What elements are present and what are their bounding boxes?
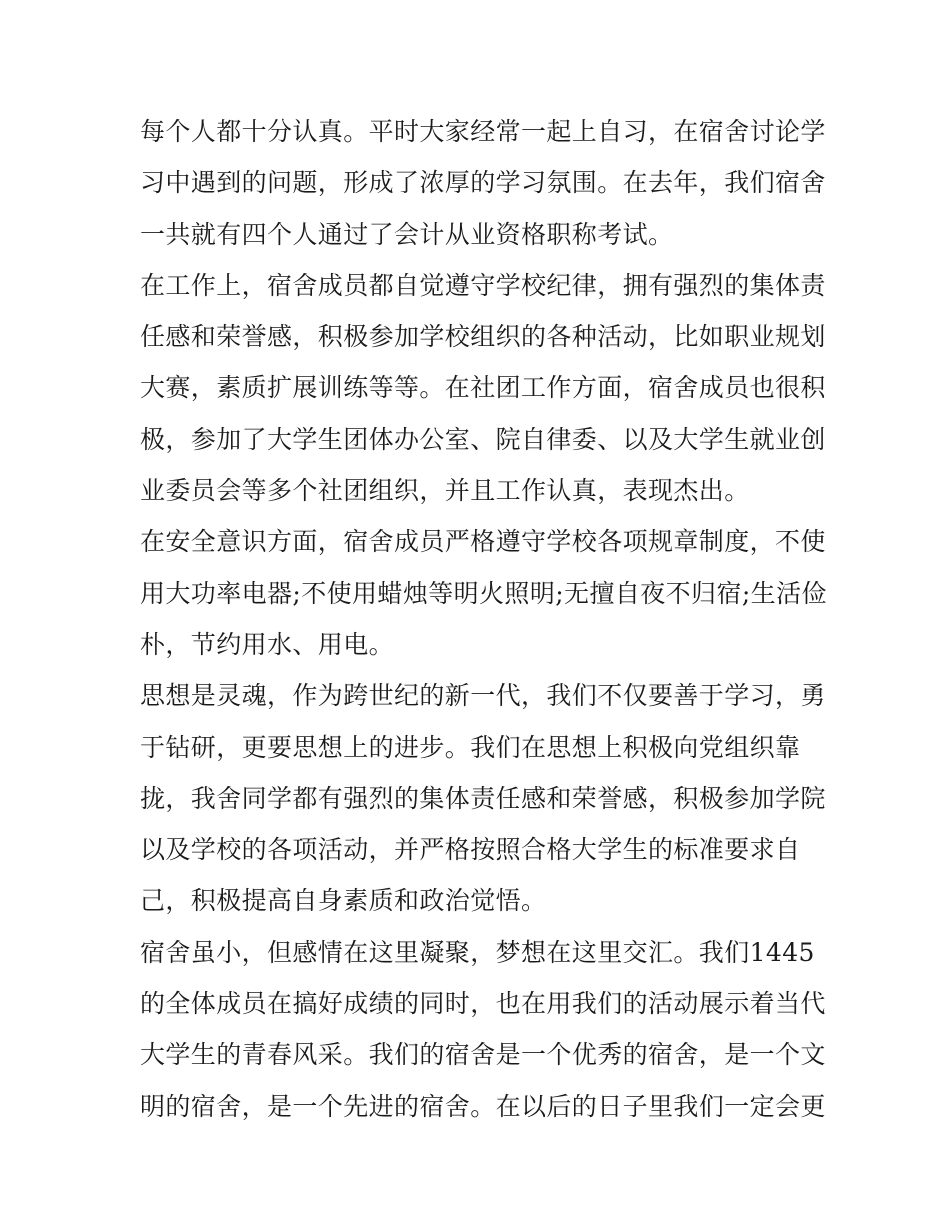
text-line: 习中遇到的问题，形成了浓厚的学习氛围。在去年，我们宿舍 (140, 168, 826, 198)
text-line: 己，积极提高自身素质和政治觉悟。 (140, 886, 547, 916)
text-line: 大赛，素质扩展训练等等。在社团工作方面，宿舍成员也很积 (140, 373, 826, 403)
text-line: 宿舍虽小，但感情在这里凝聚，梦想在这里交汇。我们1445 (140, 937, 815, 967)
text-line: 极，参加了大学生团体办公室、院自律委、以及大学生就业创 (140, 424, 826, 454)
document-body (140, 106, 827, 1132)
text-line: 业委员会等多个社团组织，并且工作认真，表现杰出。 (140, 476, 750, 506)
text-line: 在安全意识方面，宿舍成员严格遵守学校各项规章制度，不使 (140, 527, 826, 557)
text-line: 思想是灵魂，作为跨世纪的新一代，我们不仅要善于学习，勇 (140, 681, 826, 711)
text-line: 拢，我舍同学都有强烈的集体责任感和荣誉感，积极参加学院 (140, 783, 826, 813)
text-line: 以及学校的各项活动，并严格按照合格大学生的标准要求自 (140, 835, 801, 865)
text-line: 明的宿舍，是一个先进的宿舍。在以后的日子里我们一定会更 (140, 1091, 826, 1121)
text-line: 在工作上，宿舍成员都自觉遵守学校纪律，拥有强烈的集体责 (140, 270, 826, 300)
text-line: 任感和荣誉感，积极参加学校组织的各种活动，比如职业规划 (140, 322, 826, 352)
text-line: 于钻研，更要思想上的进步。我们在思想上积极向党组织靠 (140, 732, 801, 762)
text-line: 一共就有四个人通过了会计从业资格职称考试。 (140, 219, 674, 249)
text-line: 用大功率电器;不使用蜡烛等明火照明;无擅自夜不归宿;生活俭 (140, 578, 827, 608)
text-line: 每个人都十分认真。平时大家经常一起上自习，在宿舍讨论学 (140, 117, 826, 146)
text-line: 朴，节约用水、用电。 (140, 629, 395, 659)
text-line: 的全体成员在搞好成绩的同时，也在用我们的活动展示着当代 (140, 989, 826, 1019)
text-line: 大学生的青春风采。我们的宿舍是一个优秀的宿舍，是一个文 (140, 1040, 826, 1070)
